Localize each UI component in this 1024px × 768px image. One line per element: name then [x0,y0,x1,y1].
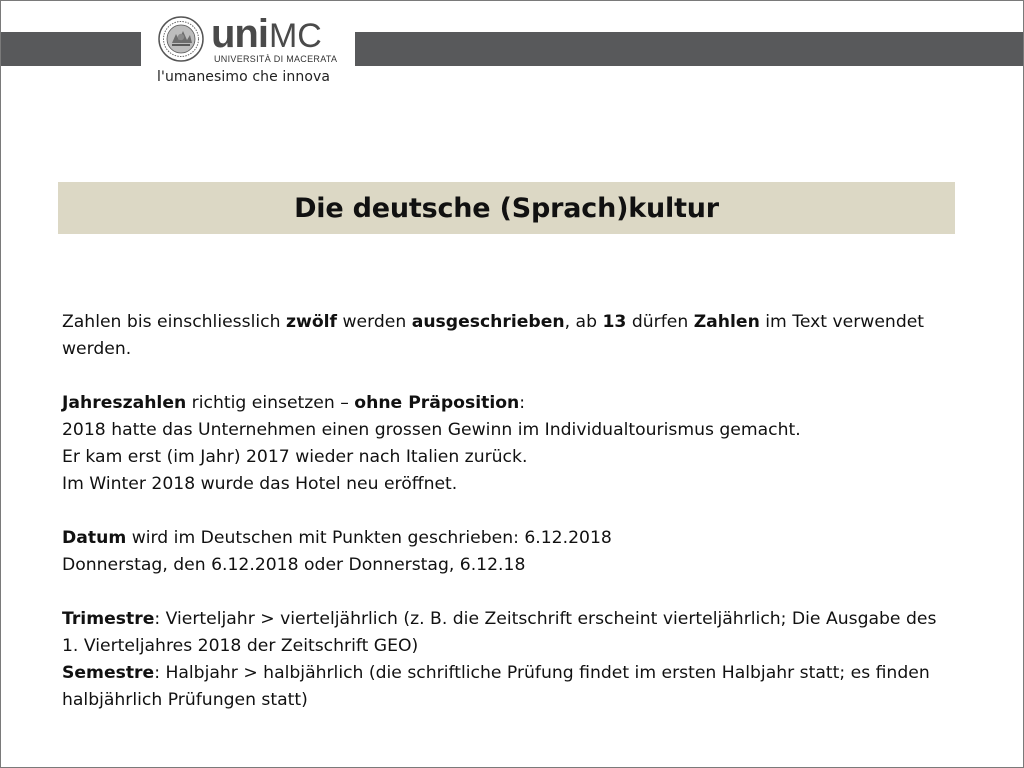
university-logo [141,8,355,90]
example-line: Er kam erst (im Jahr) 2017 wieder nach Italien zurück. [62,447,528,467]
paragraph-years [62,390,957,417]
header-band-left [1,32,141,66]
bold-run: Semestre [62,663,155,683]
paragraph-trimestre [62,606,957,660]
paragraph-numbers [62,309,957,363]
bold-run: ausgeschrieben [411,312,565,332]
text-run: wird im Deutschen mit Punkten geschrieben: 6.12.2018 [126,528,612,548]
bold-run: 13 [602,312,627,332]
page-title: Die deutsche (Sprach)kultur [294,192,719,224]
text-run: im Text verwendet werden. [62,312,925,359]
brand-mc: MC [268,17,322,55]
bold-run: zwölf [285,312,338,332]
example-line: Donnerstag, den 6.12.2018 oder Donnerstag, 6.12.18 [62,555,526,575]
text-run: : Halbjahr > halbjährlich (die schriftliche Prüfung findet im ersten Halbjahr statt; es finden halbjährlich Prüfungen statt) [62,663,930,710]
brand-subtitle: UNIVERSITÀ DI MACERATA [214,54,338,64]
example-line: 2018 hatte das Unternehmen einen grossen Gewinn im Individualtourismus gemacht. [62,420,801,440]
text-run: dürfen [626,312,694,332]
bold-run: ohne Präposition [354,393,520,413]
bold-run: Jahreszahlen [62,393,187,413]
tagline: l'umanesimo che innova [157,69,331,85]
brand-uni: uni [211,12,268,56]
text-run: werden [337,312,412,332]
text-run: Zahlen bis einschliesslich [62,312,286,332]
example-line: Im Winter 2018 wurde das Hotel neu eröffnet. [62,474,458,494]
university-seal-icon [158,16,204,62]
text-run: : [519,393,526,413]
text-run: richtig einsetzen – [186,393,355,413]
header-band-right [355,32,1023,66]
content-body [62,309,957,714]
bold-run: Datum [62,528,127,548]
bold-run: Zahlen [693,312,760,332]
brand-wordmark [211,14,322,54]
paragraph-semestre [62,660,957,714]
title-bar [58,182,955,234]
paragraph-date [62,525,957,552]
text-run: : Vierteljahr > vierteljährlich (z. B. die Zeitschrift erscheint vierteljährlich; Die Ausgabe des 1. Vierteljahres 2018 der Zeitschrift GEO) [62,609,937,656]
bold-run: Trimestre [62,609,155,629]
text-run: , ab [564,312,603,332]
